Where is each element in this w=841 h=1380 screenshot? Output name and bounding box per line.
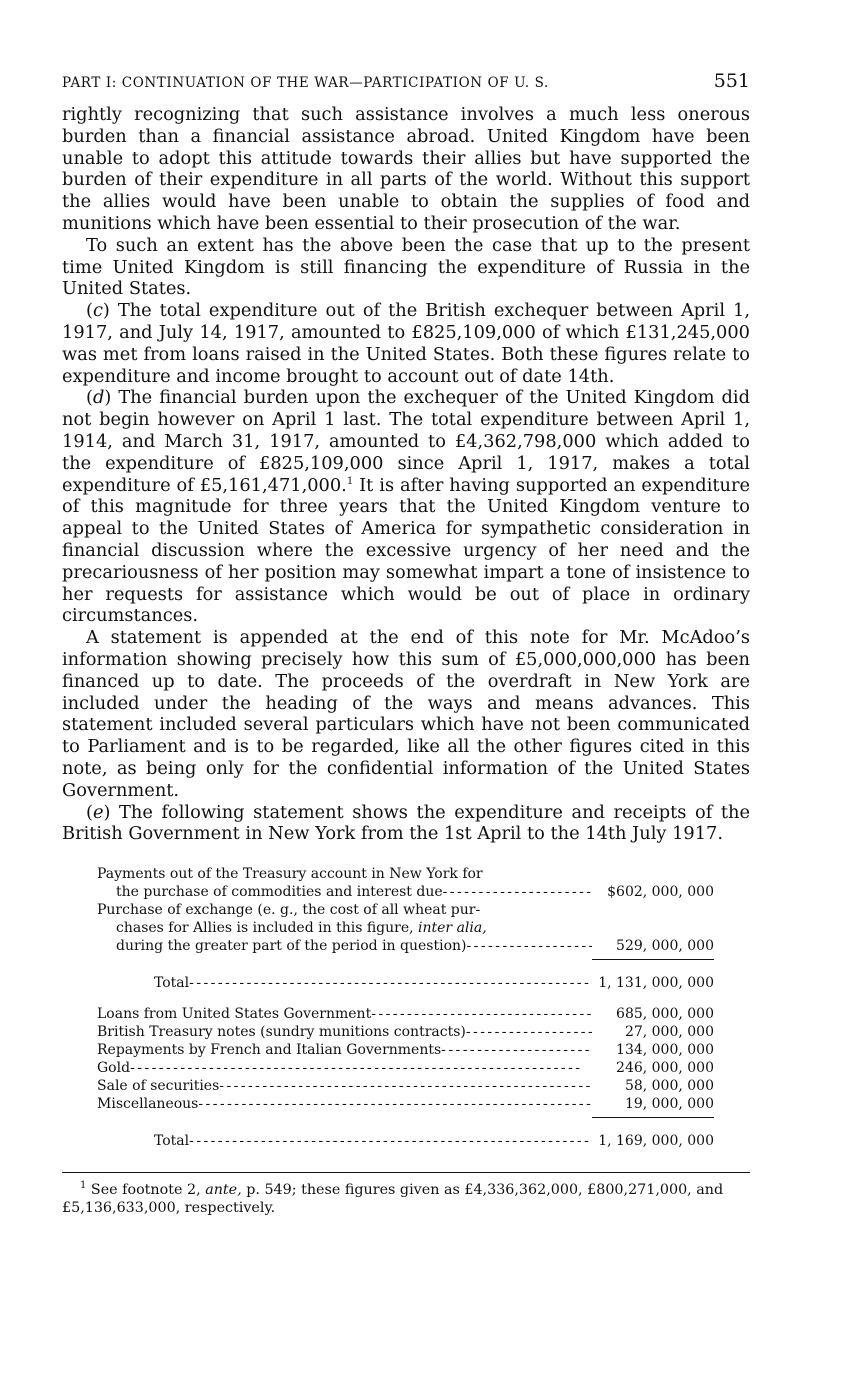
total-expenditure-label: Total — [154, 975, 190, 992]
receipt-row — [97, 1041, 714, 1059]
paragraph-1: rightly recognizing that such assistance involves a much less onerous burden than a financial assistance abroad. United Kingdom have been unable to adopt this attitude towards their allies but have supported the burden of their expenditure in all parts of the world. Without this support the allies would have been unable to obtain the supplies of food and munitions which have been essential to their prosecution of the war. — [62, 104, 750, 234]
receipt-row — [97, 1023, 714, 1041]
statement-row-payments — [97, 865, 714, 901]
receipts-list — [97, 1005, 714, 1113]
body-text — [62, 104, 750, 845]
paragraph-2: To such an extent has the above been the case that up to the present time United Kingdom is still financing the expenditure of Russia in the United States. — [62, 234, 750, 300]
paragraph-4-label: d — [92, 387, 105, 409]
footnote-separator — [62, 1172, 750, 1173]
receipt-label: British Treasury notes (sundry munitions contracts) — [97, 1024, 466, 1041]
paragraph-6-label: e — [92, 801, 104, 823]
running-header — [62, 70, 750, 92]
paragraph-4-text-b: It is after having supported an expenditure of this magnitude for three years that the United Kingdom venture to appeal to the United States of America for sympathetic consideration in financial discussion where the excessive urgency of her need and the precariousness of her position may somewhat impart a tone of insistence to her requests for assistance which would be out of place in ordinary circumstances. — [62, 474, 750, 627]
receipt-label: Miscellaneous — [97, 1096, 199, 1113]
paragraph-6-text: The following statement shows the expenditure and receipts of the British Government in New York from the 1st April to the 14th July 1917. — [62, 801, 750, 845]
paragraph-3-label: c — [92, 300, 103, 322]
paragraph-3-text: The total expenditure out of the British exchequer between April 1, 1917, and July 14, 1917, amounted to £825,109,000 of which £131,245,000 was met from loans raised in the United States. Both these figures relate to expenditure and income brought to account out of date 14th. — [62, 300, 750, 387]
total-receipts-label: Total — [154, 1133, 190, 1150]
total-expenditure-amount: 1, 131, 000, 000 — [598, 975, 714, 992]
statement-row-exchange — [97, 901, 714, 955]
paragraph-6: (e) The following statement shows the expenditure and receipts of the British Government in New York from the 1st April to the 14th July 1917. — [62, 801, 750, 845]
receipt-row — [97, 1059, 714, 1077]
payments-label-line1: Payments out of the Treasury account in New York for — [97, 866, 483, 883]
exchange-label-line2: chases for Allies is included in this figure, inter alia, — [116, 920, 487, 937]
exchange-amount: 529, 000, 000 — [616, 938, 714, 955]
receipt-label: Repayments by French and Italian Governments — [97, 1042, 442, 1059]
statement-total-expenditure — [97, 974, 714, 992]
receipt-amount: 58, 000, 000 — [624, 1078, 714, 1095]
receipt-row — [97, 1077, 714, 1095]
footnote-marker: 1 — [80, 1180, 87, 1192]
running-header-title: PART I: CONTINUATION OF THE WAR—PARTICIPATION OF U. S. — [62, 75, 549, 91]
paragraph-4: (d) The financial burden upon the exchequer of the United Kingdom did not begin however on April 1 last. The total expenditure between April 1, 1914, and March 31, 1917, amounted to £4,362,798,000 which added to the expenditure of £825,109,000 since April 1, 1917, makes a total expenditure of £5,161,471,000.$^1$ It is after having supported an expenditure of this magnitude for three years that the United Kingdom venture to appeal to the United States of America for sympathetic consideration in financial discussion where the excessive urgency of her need and the precariousness of her position may somewhat impart a tone of insistence to her requests for assistance which would be out of place in ordinary circumstances. — [62, 387, 750, 627]
receipt-amount: 246, 000, 000 — [616, 1060, 714, 1077]
receipt-amount: 27, 000, 000 — [624, 1024, 714, 1041]
paragraph-4-text-a: The financial burden upon the exchequer of the United Kingdom did not begin however on April 1 last. The total expenditure between April 1, 1914, and March 31, 1917, amounted to £4,362,798,000 which added to the expenditure of £825,109,000 since April 1, 1917, makes a total expenditure of £5,161,471,000. — [62, 387, 750, 496]
receipt-row — [97, 1095, 714, 1113]
receipt-label: Sale of securities — [97, 1078, 220, 1095]
receipt-amount: 19, 000, 000 — [624, 1096, 714, 1113]
receipt-amount: 685, 000, 000 — [616, 1006, 714, 1023]
exchange-label-line1: Purchase of exchange (e. g., the cost of all wheat pur- — [97, 902, 481, 919]
statement-total-receipts — [97, 1132, 714, 1150]
receipt-label: Gold — [97, 1060, 131, 1077]
payments-amount: $602, 000, 000 — [607, 884, 714, 901]
footnote-reference: 1 — [346, 475, 354, 487]
expenditure-statement — [97, 865, 714, 1150]
subtotal-rule — [592, 959, 714, 960]
payments-label-line2: the purchase of commodities and interest due — [116, 884, 443, 901]
document-page — [62, 70, 750, 1217]
receipt-amount: 134, 000, 000 — [616, 1042, 714, 1059]
receipt-row — [97, 1005, 714, 1023]
total-rule — [592, 1117, 714, 1118]
receipt-label: Loans from United States Government — [97, 1006, 372, 1023]
footnote: $^1$ See footnote 2, ante, p. 549; these figures given as £4,336,362,000, £800,271,000, and £5,136,633,000, respectively. — [62, 1180, 724, 1217]
total-receipts-amount: 1, 169, 000, 000 — [598, 1133, 714, 1150]
paragraph-3: (c) The total expenditure out of the British exchequer between April 1, 1917, and July 14, 1917, amounted to £825,109,000 of which £131,245,000 was met from loans raised in the United States. Both these figures relate to expenditure and income brought to account out of date 14th. — [62, 300, 750, 387]
exchange-label-line3: during the greater part of the period in question) — [116, 938, 467, 955]
page-number: 551 — [713, 70, 750, 92]
paragraph-5: A statement is appended at the end of this note for Mr. McAdoo’s information showing precisely how this sum of £5,000,000,000 has been financed up to date. The proceeds of the overdraft in New York are included under the heading of the ways and means advances. This statement included several particulars which have not been communicated to Parliament and is to be regarded, like all the other figures cited in this note, as being only for the confidential information of the United States Government. — [62, 627, 750, 801]
